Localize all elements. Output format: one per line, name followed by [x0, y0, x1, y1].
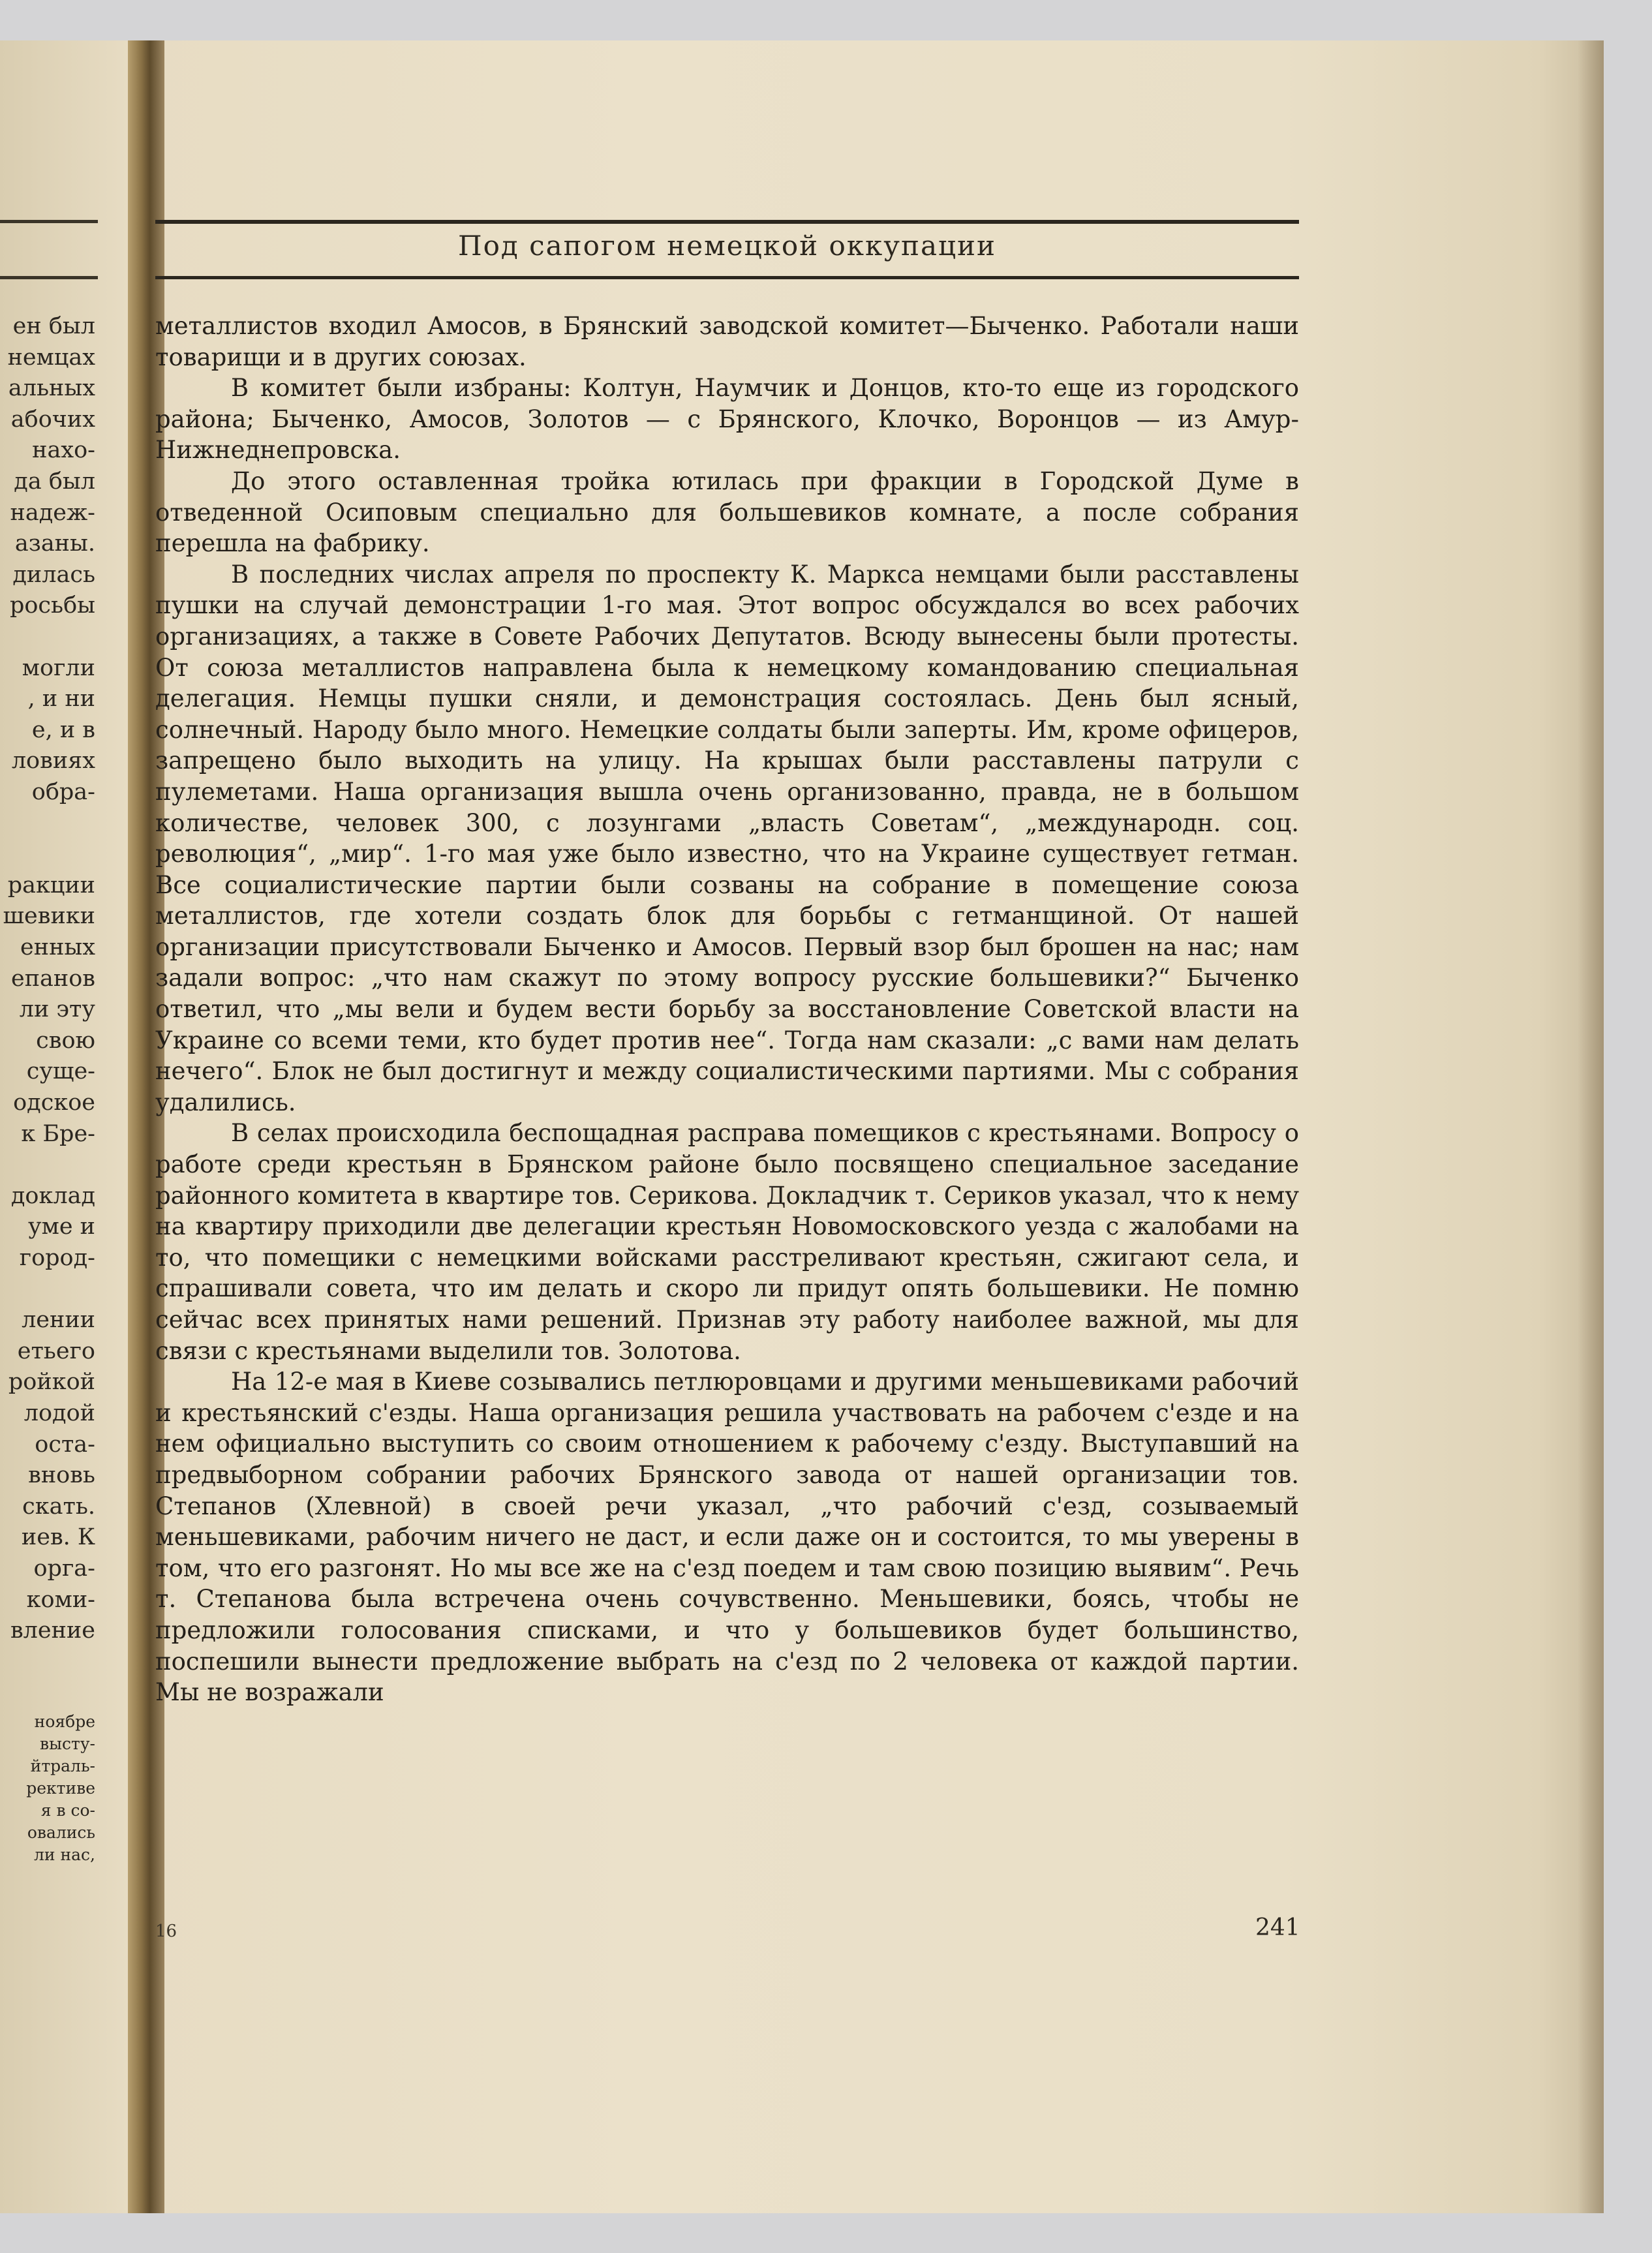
left-page-line: дилась — [12, 561, 95, 588]
left-page-line: вновь — [28, 1462, 95, 1489]
left-page-footnote-line: ли нас, — [33, 1845, 95, 1864]
left-page-line: лении — [22, 1307, 95, 1334]
left-page-line: да был — [14, 468, 95, 495]
left-page-footnote-line: йтраль- — [30, 1756, 95, 1775]
right-page — [155, 40, 1304, 2213]
left-page-line: скать. — [22, 1493, 95, 1520]
left-page-rule — [0, 276, 98, 279]
left-page-line: суще- — [26, 1058, 95, 1085]
left-page-line: абочих — [10, 406, 95, 433]
header-rule-bottom — [155, 276, 1299, 279]
left-page-line: одское — [13, 1090, 95, 1116]
left-page-footnote-line: я в со- — [40, 1801, 95, 1820]
left-page-line: доклад — [10, 1182, 95, 1209]
left-page-line: оста- — [35, 1431, 95, 1458]
header-rule-top — [155, 220, 1299, 224]
left-page-line: ройкой — [8, 1369, 95, 1396]
left-page-line: иев. К — [21, 1524, 95, 1551]
signature-mark: 16 — [155, 1922, 177, 1941]
left-page-line: к Бре- — [21, 1120, 95, 1147]
left-page-line: ли эту — [19, 996, 95, 1023]
left-page-line: етьего — [17, 1338, 95, 1364]
left-page-line: могли — [22, 654, 95, 681]
left-page-rule — [0, 220, 98, 223]
left-page-line: город- — [19, 1245, 95, 1271]
left-page-line: , и ни — [27, 686, 95, 713]
left-page-line: ен был — [12, 313, 95, 339]
running-head: Под сапогом немецкой оккупации — [457, 230, 997, 262]
left-page-line: ракции — [7, 872, 95, 898]
left-page-footnote-line: рективе — [26, 1779, 95, 1798]
paragraph: В селах происходила беспощадная расправа помещиков с крестьянами. Вопросу о работе среди крестьян в Брянском районе было посвящено специальное заседание районного комитета в квартире тов. Серикова. Докладчик т. Сериков указал, что к нему на квартиру приходили две делегации крестьян Новомосковского уезда с жалобами на то, что помещики с немецкими войсками расстреливают крестьян, сжигают села, и спрашивали совета, что им делать и скоро ли придут опять большевики. Не помню сейчас всех принятых нами решений. Признав эту работу наиболее важной, мы для связи с крестьянами выделили тов. Золотова. — [155, 1119, 1299, 1365]
left-page-line: енных — [20, 934, 95, 960]
left-page-line: лодой — [23, 1400, 95, 1426]
paragraph: На 12-е мая в Киеве созывались петлюровцами и другими меньшевиками рабочий и крестьянский с'езды. Наша организация решила участвовать на рабочем с'езде и на нем официально выступить со своим отношением к рабочему с'езду. Выступавший на предвыборном собрании рабочих Брянского завода от нашей организации тов. Степанов (Хлевной) в своей речи указал, „что рабочий с'езд, созываемый меньшевиками, рабочим ничего не даст, и если даже он и состоится, то мы уверены в том, что его разгонят. Но мы все же на с'езд поедем и там свою позицию выявим“. Речь т. Степанова была встречена очень сочувственно. Меньшевики, боясь, чтобы не предложили голосования списками, и что у большевиков будет большинство, поспешили вынести предложение выбрать на с'езд по 2 человека от каждой партии. Мы не возражали — [155, 1368, 1299, 1707]
left-page-line: епанов — [10, 965, 95, 992]
left-page-line: орга- — [33, 1556, 95, 1582]
page-edge-shadow — [1578, 40, 1604, 2213]
left-page-line: обра- — [31, 779, 95, 805]
left-page-footnote-line: ноябре — [34, 1712, 95, 1731]
paragraph: В комитет были избраны: Колтун, Наумчик и Донцов, кто-то еще из городского района; Быченко, Амосов, Золотов — с Брянского, Клочко, Воронцов — из Амур-Нижнеднепровска. — [155, 374, 1299, 465]
left-page-footnote-line: высту- — [40, 1734, 95, 1753]
paragraph: В последних числах апреля по проспекту К. Маркса немцами были расставлены пушки на случай демонстрации 1-го мая. Этот вопрос обсуждался во всех рабочих организациях, а также в Совете Рабочих Депутатов. Всюду вынесены были протесты. От союза металлистов направлена была к немецкому командованию специальная делегация. Немцы пушки сняли, и демонстрация состоялась. День был ясный, солнечный. Народу было много. Немецкие солдаты были заперты. Им, кроме офицеров, запрещено было выходить на улицу. На крышах были расставлены патрули с пулеметами. Наша организация вышла очень организованно, правда, не в большом количестве, человек 300, с лозунгами „власть Советам“, „международн. соц. революция“, „мир“. 1-го мая уже было известно, что на Украине существует гетман. Все социалистические партии были созваны на собрание в помещение союза металлистов, где хотели создать блок для борьбы с гетманщиной. От нашей организации присутствовали Быченко и Амосов. Первый взор был брошен на нас; нам задали вопрос: „что нам скажут по этому вопросу русские большевики?“ Быченко ответил, что „мы вели и будем вести борьбу за восстановление Советской власти на Украине со всеми теми, кто будет против нее“. Тогда нам сказали: „с вами нам делать нечего“. Блок не был достигнут и между социалистическими партиями. Мы с собрания удалились. — [155, 560, 1299, 1116]
left-page-line: нахо- — [32, 437, 95, 464]
left-page-line: надеж- — [10, 499, 95, 526]
paragraph: металлистов входил Амосов, в Брянский заводской комитет—Быченко. Работали наши товарищи и в других союзах. — [155, 312, 1299, 371]
body-text — [155, 311, 1299, 1708]
left-page-line: коми- — [26, 1586, 95, 1613]
page-number: 241 — [1255, 1914, 1300, 1941]
left-page-fragment — [0, 40, 128, 2213]
left-page-line: уме и — [28, 1214, 95, 1240]
scanned-book-spread — [0, 40, 1604, 2213]
paragraph: До этого оставленная тройка ютилась при фракции в Городской Думе в отведенной Осиповым специально для большевиков комнате, а после собрания перешла на фабрику. — [155, 467, 1299, 558]
left-page-line: е, и в — [31, 716, 95, 743]
left-page-line: свою — [36, 1027, 95, 1054]
left-page-line: шевики — [3, 903, 95, 930]
left-page-line: росьбы — [9, 592, 95, 619]
left-page-line: ловиях — [11, 748, 95, 774]
left-page-line: азаны. — [14, 530, 95, 557]
left-page-line: немцах — [7, 344, 95, 371]
left-page-line: альных — [8, 375, 95, 402]
left-page-footnote-line: овались — [27, 1823, 95, 1842]
left-page-line: вление — [10, 1617, 95, 1644]
